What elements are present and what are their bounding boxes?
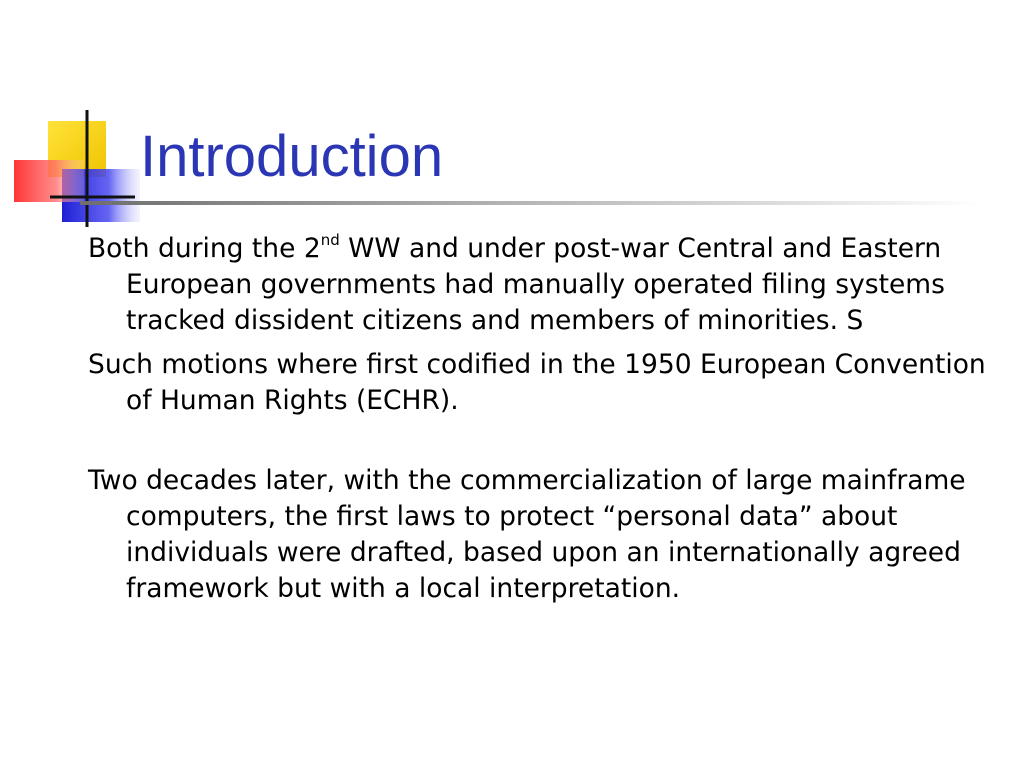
ordinal-suffix: nd [320, 231, 340, 250]
paragraph-1-text-start: Both during the 2 [88, 233, 321, 264]
paragraph-1-text-end: WW and under post-war Central and Eastern European governments had manually operated filing systems tracked dissident citizens and members of minorities. S [126, 233, 945, 336]
title-underline [80, 201, 980, 205]
slide-logo-icon [10, 105, 140, 230]
slide-title: Introduction [140, 124, 444, 189]
slide-body [88, 231, 993, 607]
paragraph-3: Two decades later, with the commercialization of large mainframe computers, the first laws to protect “personal data” about individuals were drafted, based upon an internationally agreed framework but with a local interpretation. [88, 465, 966, 604]
paragraph-1 [88, 231, 993, 339]
paragraph-2: Such motions where first codified in the 1950 European Convention of Human Rights (ECHR). [88, 349, 986, 416]
